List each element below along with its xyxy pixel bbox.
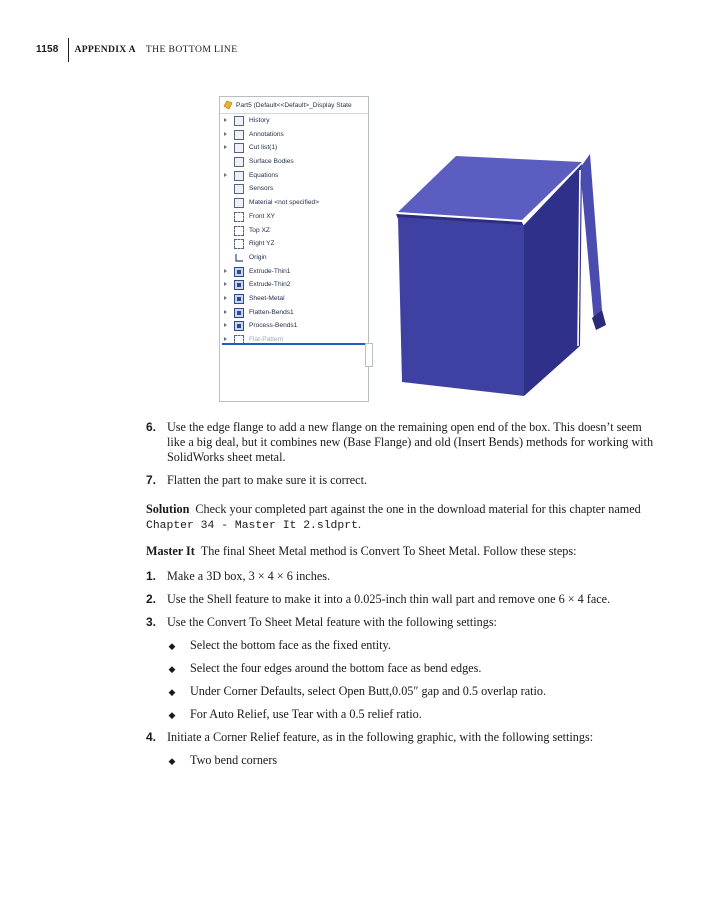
expand-arrow-icon[interactable] [224,282,227,286]
origin-icon [234,253,244,263]
tree-item-label: Flat-Pattern [249,336,284,343]
tree-item[interactable] [220,210,368,224]
flatten-bends-icon [234,308,244,318]
tree-item[interactable] [220,196,368,210]
tree-item-label: Right YZ [249,240,275,248]
diamond-bullet-icon: ◆ [168,711,176,721]
step-7 [146,473,656,488]
tree-item-label: Sensors [249,185,274,193]
sheet-metal-icon [234,294,244,304]
material-icon [234,198,244,208]
tree-item-label: Material <not specified> [249,199,320,207]
step-6 [146,420,656,465]
step-2 [146,592,656,607]
expand-arrow-icon[interactable] [224,173,227,177]
tree-item-label: Extrude-Thin1 [249,267,291,275]
tree-item[interactable] [220,319,368,333]
body-text [146,420,656,776]
step-number: 3. [146,615,157,629]
solution-label: Solution [146,502,190,516]
sensors-icon [234,184,244,194]
extrude-icon [234,280,244,290]
step-number: 6. [146,420,157,434]
solution-filename: Chapter 34 - Master It 2.sldprt [146,520,358,532]
tree-item[interactable] [220,155,368,169]
tree-item-label: Annotations [249,130,284,138]
bullet-item [146,638,656,653]
solution [146,502,656,534]
diamond-bullet-icon: ◆ [168,757,176,767]
step-text: Flatten the part to make sure it is correct. [167,473,368,487]
master-it-label: Master It [146,544,195,558]
equations-icon [234,171,244,181]
bullet-item [146,753,656,768]
step-text: Make a 3D box, 3 × 4 × 6 inches. [167,569,331,583]
expand-arrow-icon[interactable] [224,296,227,300]
bullet-item [146,707,656,722]
bullet-text: Select the four edges around the bottom face as bend edges. [190,661,482,675]
expand-arrow-icon[interactable] [224,269,227,273]
tree-item-label: Surface Bodies [249,158,294,166]
solution-end: . [357,517,361,531]
expand-arrow-icon[interactable] [224,323,227,327]
solution-text: Check your completed part against the one in the download material for this chapter named [195,502,641,516]
tree-item-label: Flatten-Bends1 [249,308,294,316]
tree-root-label: Part5 (Default<<Default>_Display State [236,101,352,109]
plane-icon [234,239,244,249]
tree-item[interactable] [220,265,368,279]
part-icon [223,100,233,110]
tree-item[interactable] [220,278,368,292]
master-it-steps [146,569,656,630]
tree-item[interactable] [220,141,368,155]
tree-item-label: History [249,117,270,124]
header-divider [68,38,69,62]
tree-item[interactable] [220,128,368,142]
running-header [36,38,238,62]
step-number: 1. [146,569,157,583]
expand-arrow-icon[interactable] [224,310,227,314]
annotations-icon [234,130,244,140]
tree-item[interactable] [220,224,368,238]
tree-item[interactable] [220,306,368,320]
feature-list [220,114,368,347]
tree-item[interactable] [220,251,368,265]
tree-item-label: Sheet-Metal [249,294,285,302]
step-text: Use the Shell feature to make it into a 0.025-inch thin wall part and remove one 6 × 4 face. [167,592,611,606]
tree-item[interactable] [220,169,368,183]
diamond-bullet-icon: ◆ [168,665,176,675]
plane-icon [234,226,244,236]
tree-item-label: Front XY [249,212,276,220]
chapter-title: THE BOTTOM LINE [145,44,238,55]
tree-item[interactable] [220,114,368,128]
tree-item[interactable] [220,237,368,251]
cut-list-icon [234,143,244,153]
appendix-label: APPENDIX A [74,44,136,55]
rollback-bar[interactable] [222,343,366,345]
master-it-text: The final Sheet Metal method is Convert To Sheet Metal. Follow these steps: [200,544,577,558]
bullet-text: For Auto Relief, use Tear with a 0.5 relief ratio. [190,707,422,721]
panel-collapse-tab[interactable] [365,343,373,367]
tree-item[interactable] [220,292,368,306]
step-4 [146,730,656,745]
master-it [146,544,656,559]
bullet-item [146,661,656,676]
step-text: Initiate a Corner Relief feature, as in the following graphic, with the following settings: [167,730,594,744]
tree-item-label: Origin [249,253,267,261]
step-number: 7. [146,473,157,487]
bullet-text: Under Corner Defaults, select Open Butt,0.05″ gap and 0.5 overlap ratio. [190,684,547,698]
feature-manager-tree [219,96,369,402]
step-1 [146,569,656,584]
step-text: Use the Convert To Sheet Metal feature with the following settings: [167,615,497,629]
tree-item[interactable] [220,182,368,196]
step-number: 4. [146,730,157,744]
step-text: Use the edge flange to add a new flange on the remaining open end of the box. This doesn’t seem like a big deal, but it combines new (Base Flange) and old (Insert Bends) methods for working with SolidWorks sheet metal. [167,420,654,464]
extrude-icon [234,267,244,277]
plane-icon [234,212,244,222]
step-number: 2. [146,592,157,606]
expand-arrow-icon[interactable] [224,145,227,149]
history-icon [234,116,244,126]
sheet-metal-box-model [384,150,616,400]
tree-root[interactable] [220,97,368,114]
diamond-bullet-icon: ◆ [168,688,176,698]
expand-arrow-icon[interactable] [224,337,227,341]
expand-arrow-icon[interactable] [224,132,227,136]
tree-item-label: Cut list(1) [249,144,278,152]
bullet-item [146,684,656,699]
diamond-bullet-icon: ◆ [168,642,176,652]
surface-bodies-icon [234,157,244,167]
tree-item-label: Equations [249,171,279,179]
box-open-flange-back [580,154,602,322]
page-number: 1158 [36,44,59,55]
box-front-face [398,217,524,396]
expand-arrow-icon[interactable] [224,118,227,122]
tree-item-label: Process-Bends1 [249,322,298,330]
step-3-settings [146,638,656,722]
step-4-settings [146,753,656,768]
bullet-text: Select the bottom face as the fixed entity. [190,638,391,652]
process-bends-icon [234,321,244,331]
step-3 [146,615,656,630]
tree-item-label: Extrude-Thin2 [249,281,291,289]
bullet-text: Two bend corners [190,753,278,767]
tree-item-label: Top XZ [249,226,270,234]
